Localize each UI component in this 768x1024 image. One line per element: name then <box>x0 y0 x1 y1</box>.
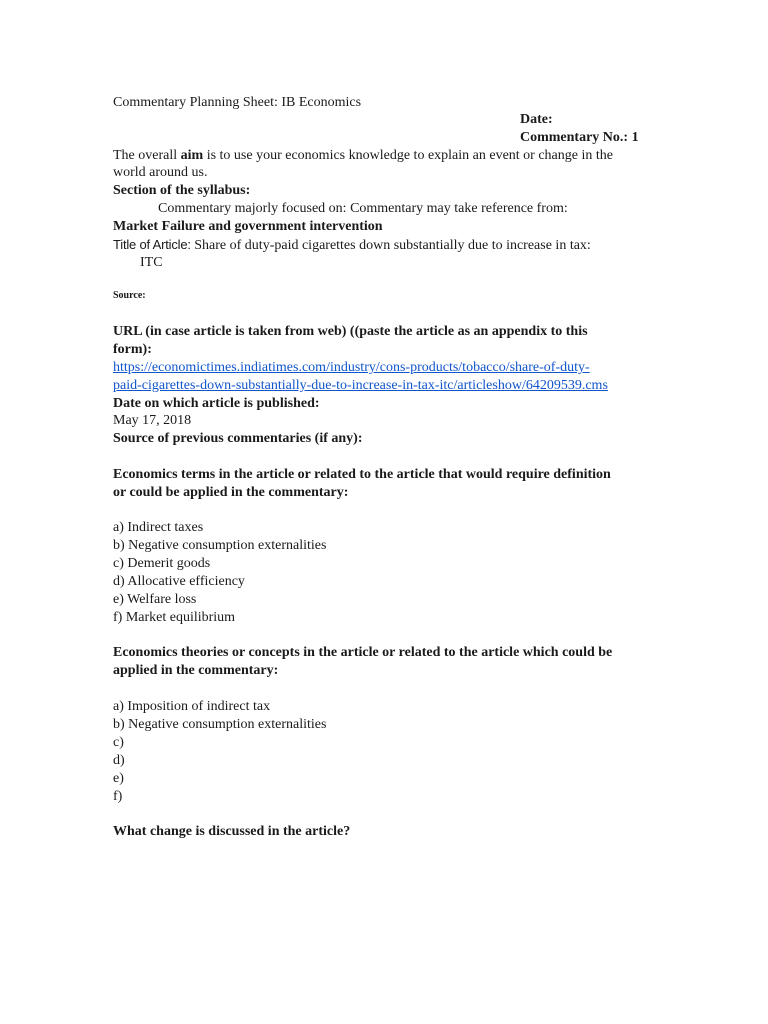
previous-commentaries-label: Source of previous commentaries (if any): <box>113 431 363 446</box>
article-title-continued: ITC <box>140 255 163 270</box>
article-title-line <box>113 236 591 255</box>
term-item: c) Demerit goods <box>113 556 211 571</box>
terms-heading-line-2: or could be applied in the commentary: <box>113 485 349 500</box>
theory-item: e) <box>113 771 124 786</box>
publish-date-label: Date on which article is published: <box>113 396 320 411</box>
url-label-line-1: URL (in case article is taken from web) ((paste the article as an appendix to this <box>113 324 588 339</box>
syllabus-focus-line: Commentary majorly focused on: Commentary may take reference from: <box>158 201 568 216</box>
term-item: d) Allocative efficiency <box>113 574 245 589</box>
intro-text-start: The overall <box>113 148 181 163</box>
date-label: Date: <box>520 112 553 127</box>
term-item: a) Indirect taxes <box>113 520 204 535</box>
syllabus-section: Market Failure and government intervention <box>113 219 383 234</box>
article-url-line-2[interactable]: paid-cigarettes-down-substantially-due-to-increase-in-tax-itc/articleshow/64209539.cms <box>113 378 608 393</box>
intro-line-2: world around us. <box>113 165 208 180</box>
document-title: Commentary Planning Sheet: IB Economics <box>113 95 362 110</box>
theory-item: c) <box>113 735 124 750</box>
change-heading: What change is discussed in the article? <box>113 824 351 839</box>
intro-aim-word: aim <box>180 148 204 163</box>
term-item: b) Negative consumption externalities <box>113 538 327 553</box>
term-item: e) Welfare loss <box>113 592 197 607</box>
article-title-text: Share of duty-paid cigarettes down substantially due to increase in tax: <box>190 238 591 253</box>
theory-item: b) Negative consumption externalities <box>113 717 327 732</box>
theories-heading-line-2: applied in the commentary: <box>113 663 279 678</box>
intro-text-end: is to use your economics knowledge to explain an event or change in the <box>203 148 613 163</box>
publish-date-value: May 17, 2018 <box>113 413 192 428</box>
source-label: Source: <box>113 290 146 301</box>
theory-item: f) <box>113 789 123 804</box>
commentary-number: Commentary No.: 1 <box>520 130 639 145</box>
theory-item: a) Imposition of indirect tax <box>113 699 271 714</box>
theories-heading-line-1: Economics theories or concepts in the article or related to the article which could be <box>113 645 613 660</box>
intro-line-1 <box>113 147 613 165</box>
terms-heading-line-1: Economics terms in the article or related to the article that would require definition <box>113 467 611 482</box>
url-label-line-2: form): <box>113 342 152 357</box>
article-url-line-1[interactable]: https://economictimes.indiatimes.com/industry/cons-products/tobacco/share-of-duty- <box>113 360 590 375</box>
syllabus-label: Section of the syllabus: <box>113 183 251 198</box>
article-title-label: Title of Article: <box>113 237 191 252</box>
theory-item: d) <box>113 753 125 768</box>
term-item: f) Market equilibrium <box>113 610 236 625</box>
